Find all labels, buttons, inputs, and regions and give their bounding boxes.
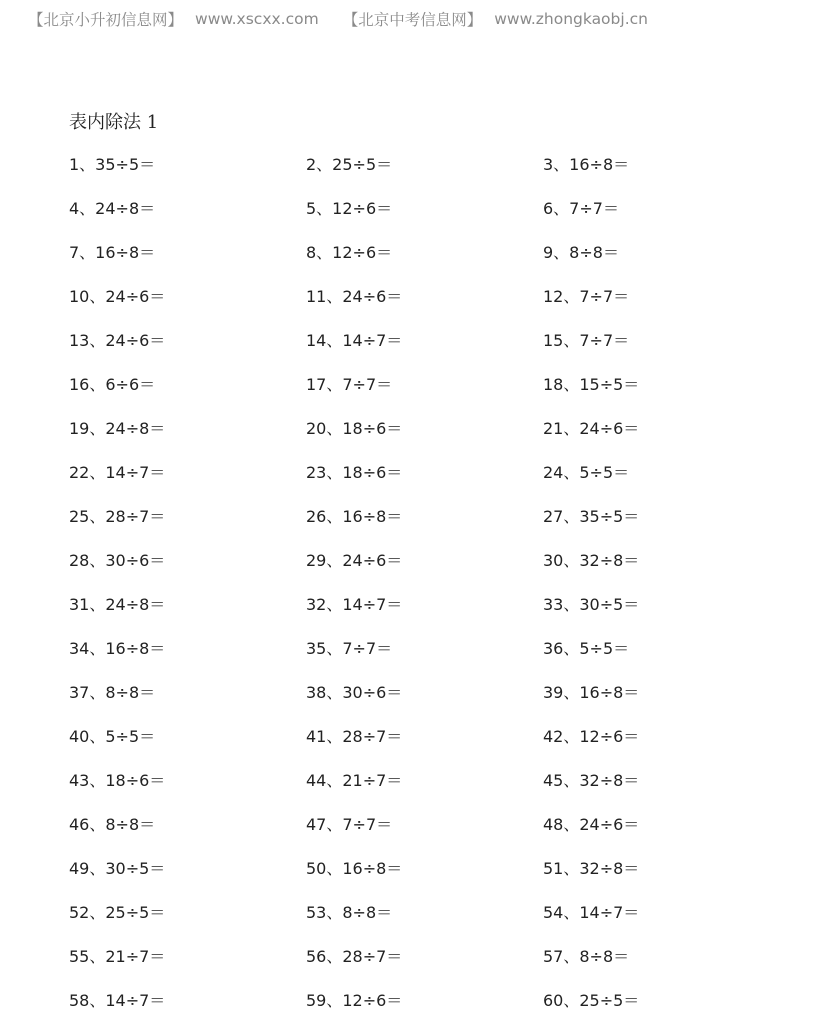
division-problem: 42、12÷6＝ bbox=[543, 727, 640, 746]
division-problem: 21、24÷6＝ bbox=[543, 419, 640, 438]
division-problem: 35、7÷7＝ bbox=[306, 639, 393, 658]
division-problem: 45、32÷8＝ bbox=[543, 771, 640, 790]
division-problem: 25、28÷7＝ bbox=[69, 507, 166, 526]
division-problem: 46、8÷8＝ bbox=[69, 815, 156, 834]
division-problem: 20、18÷6＝ bbox=[306, 419, 403, 438]
division-problem: 14、14÷7＝ bbox=[306, 331, 403, 350]
division-problem: 17、7÷7＝ bbox=[306, 375, 393, 394]
division-problem: 22、14÷7＝ bbox=[69, 463, 166, 482]
site2-name: 【北京中考信息网】 bbox=[342, 11, 483, 29]
division-problem: 5、12÷6＝ bbox=[306, 199, 393, 218]
division-problem: 2、25÷5＝ bbox=[306, 155, 393, 174]
division-problem: 36、5÷5＝ bbox=[543, 639, 630, 658]
division-problem: 59、12÷6＝ bbox=[306, 991, 403, 1010]
division-problem: 28、30÷6＝ bbox=[69, 551, 166, 570]
division-problem: 10、24÷6＝ bbox=[69, 287, 166, 306]
division-problem: 1、35÷5＝ bbox=[69, 155, 156, 174]
division-problem: 48、24÷6＝ bbox=[543, 815, 640, 834]
division-problem: 58、14÷7＝ bbox=[69, 991, 166, 1010]
division-problem: 9、8÷8＝ bbox=[543, 243, 619, 262]
division-problem: 39、16÷8＝ bbox=[543, 683, 640, 702]
division-problem: 56、28÷7＝ bbox=[306, 947, 403, 966]
division-problem: 32、14÷7＝ bbox=[306, 595, 403, 614]
site1-name: 【北京小升初信息网】 bbox=[28, 11, 184, 29]
division-problem: 44、21÷7＝ bbox=[306, 771, 403, 790]
division-problem: 26、16÷8＝ bbox=[306, 507, 403, 526]
division-problem: 15、7÷7＝ bbox=[543, 331, 630, 350]
division-problem: 23、18÷6＝ bbox=[306, 463, 403, 482]
site1-url[interactable]: www.xscxx.com bbox=[195, 10, 319, 28]
division-problem: 55、21÷7＝ bbox=[69, 947, 166, 966]
division-problem: 53、8÷8＝ bbox=[306, 903, 393, 922]
division-problem: 6、7÷7＝ bbox=[543, 199, 619, 218]
division-problem: 30、32÷8＝ bbox=[543, 551, 640, 570]
division-problem: 54、14÷7＝ bbox=[543, 903, 640, 922]
division-problem: 12、7÷7＝ bbox=[543, 287, 630, 306]
division-problem: 38、30÷6＝ bbox=[306, 683, 403, 702]
division-problem: 16、6÷6＝ bbox=[69, 375, 156, 394]
division-problem: 52、25÷5＝ bbox=[69, 903, 166, 922]
division-problem: 7、16÷8＝ bbox=[69, 243, 156, 262]
division-problem: 33、30÷5＝ bbox=[543, 595, 640, 614]
worksheet-title: 表内除法 1 bbox=[69, 112, 159, 133]
division-problem: 40、5÷5＝ bbox=[69, 727, 156, 746]
division-problem: 34、16÷8＝ bbox=[69, 639, 166, 658]
division-problem: 24、5÷5＝ bbox=[543, 463, 630, 482]
division-problem: 51、32÷8＝ bbox=[543, 859, 640, 878]
division-problem: 8、12÷6＝ bbox=[306, 243, 393, 262]
division-problem: 50、16÷8＝ bbox=[306, 859, 403, 878]
division-problem: 13、24÷6＝ bbox=[69, 331, 166, 350]
division-problem: 3、16÷8＝ bbox=[543, 155, 630, 174]
division-problem: 4、24÷8＝ bbox=[69, 199, 156, 218]
division-problem: 18、15÷5＝ bbox=[543, 375, 640, 394]
division-problem: 47、7÷7＝ bbox=[306, 815, 393, 834]
division-problem: 19、24÷8＝ bbox=[69, 419, 166, 438]
division-problem: 31、24÷8＝ bbox=[69, 595, 166, 614]
site2-url[interactable]: www.zhongkaobj.cn bbox=[494, 10, 648, 28]
division-problem: 57、8÷8＝ bbox=[543, 947, 630, 966]
division-problem: 29、24÷6＝ bbox=[306, 551, 403, 570]
division-problem: 41、28÷7＝ bbox=[306, 727, 403, 746]
division-problem: 60、25÷5＝ bbox=[543, 991, 640, 1010]
division-problem: 37、8÷8＝ bbox=[69, 683, 156, 702]
division-problem: 49、30÷5＝ bbox=[69, 859, 166, 878]
page-header bbox=[28, 8, 648, 30]
division-problem: 27、35÷5＝ bbox=[543, 507, 640, 526]
division-problem: 43、18÷6＝ bbox=[69, 771, 166, 790]
division-problem: 11、24÷6＝ bbox=[306, 287, 403, 306]
